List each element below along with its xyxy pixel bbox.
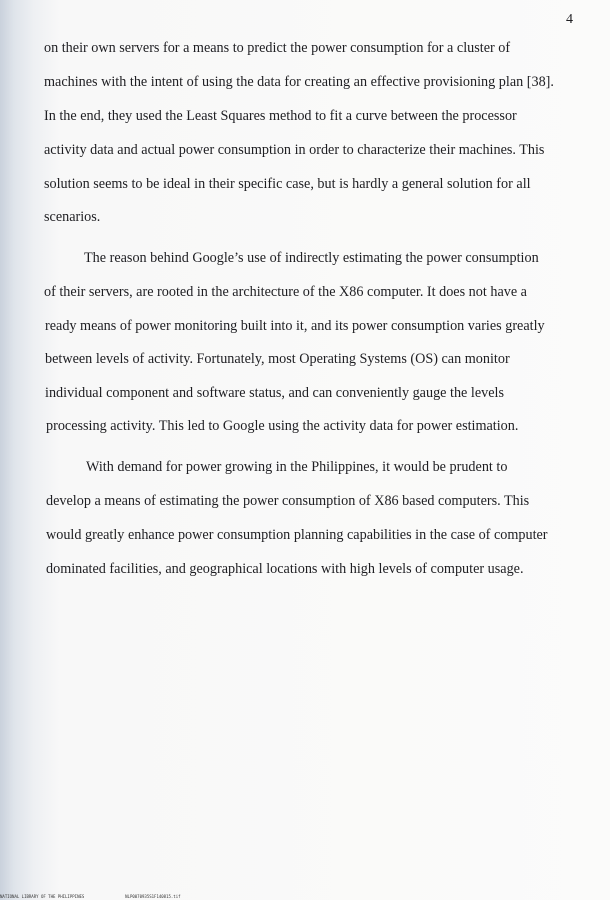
text-line: on their own servers for a means to predict the power consumption for a cluster of bbox=[44, 40, 511, 56]
text-line: individual component and software status, and can conveniently gauge the levels bbox=[45, 385, 504, 401]
text-line: scenarios. bbox=[44, 209, 101, 225]
text-line: between levels of activity. Fortunately, most Operating Systems (OS) can monitor bbox=[45, 351, 510, 367]
text-line: of their servers, are rooted in the architecture of the X86 computer. It does not have a bbox=[44, 284, 527, 300]
text-line: processing activity. This led to Google using the activity data for power estimation. bbox=[46, 418, 519, 434]
scan-footer bbox=[0, 894, 181, 899]
text-line: ready means of power monitoring built into it, and its power consumption varies greatly bbox=[45, 318, 545, 334]
text-line: activity data and actual power consumption in order to characterize their machines. This bbox=[44, 142, 545, 158]
text-line: machines with the intent of using the data for creating an effective provisioning plan [38]. bbox=[44, 74, 554, 90]
text-line: dominated facilities, and geographical locations with high levels of computer usage. bbox=[46, 561, 524, 577]
text-line: would greatly enhance power consumption planning capabilities in the case of computer bbox=[46, 527, 548, 543]
text-line: solution seems to be ideal in their specific case, but is hardly a general solution for all bbox=[44, 176, 531, 192]
footer-file: NLP0070935S1F140815.tif bbox=[125, 894, 181, 899]
page-number: 4 bbox=[566, 12, 573, 27]
text-line: With demand for power growing in the Philippines, it would be prudent to bbox=[86, 459, 508, 475]
text-line: The reason behind Google’s use of indirectly estimating the power consumption bbox=[84, 250, 539, 266]
footer-library: NATIONAL LIBRARY OF THE PHILIPPINES bbox=[0, 894, 85, 899]
text-line: In the end, they used the Least Squares method to fit a curve between the processor bbox=[44, 108, 517, 124]
text-line: develop a means of estimating the power consumption of X86 based computers. This bbox=[46, 493, 530, 509]
